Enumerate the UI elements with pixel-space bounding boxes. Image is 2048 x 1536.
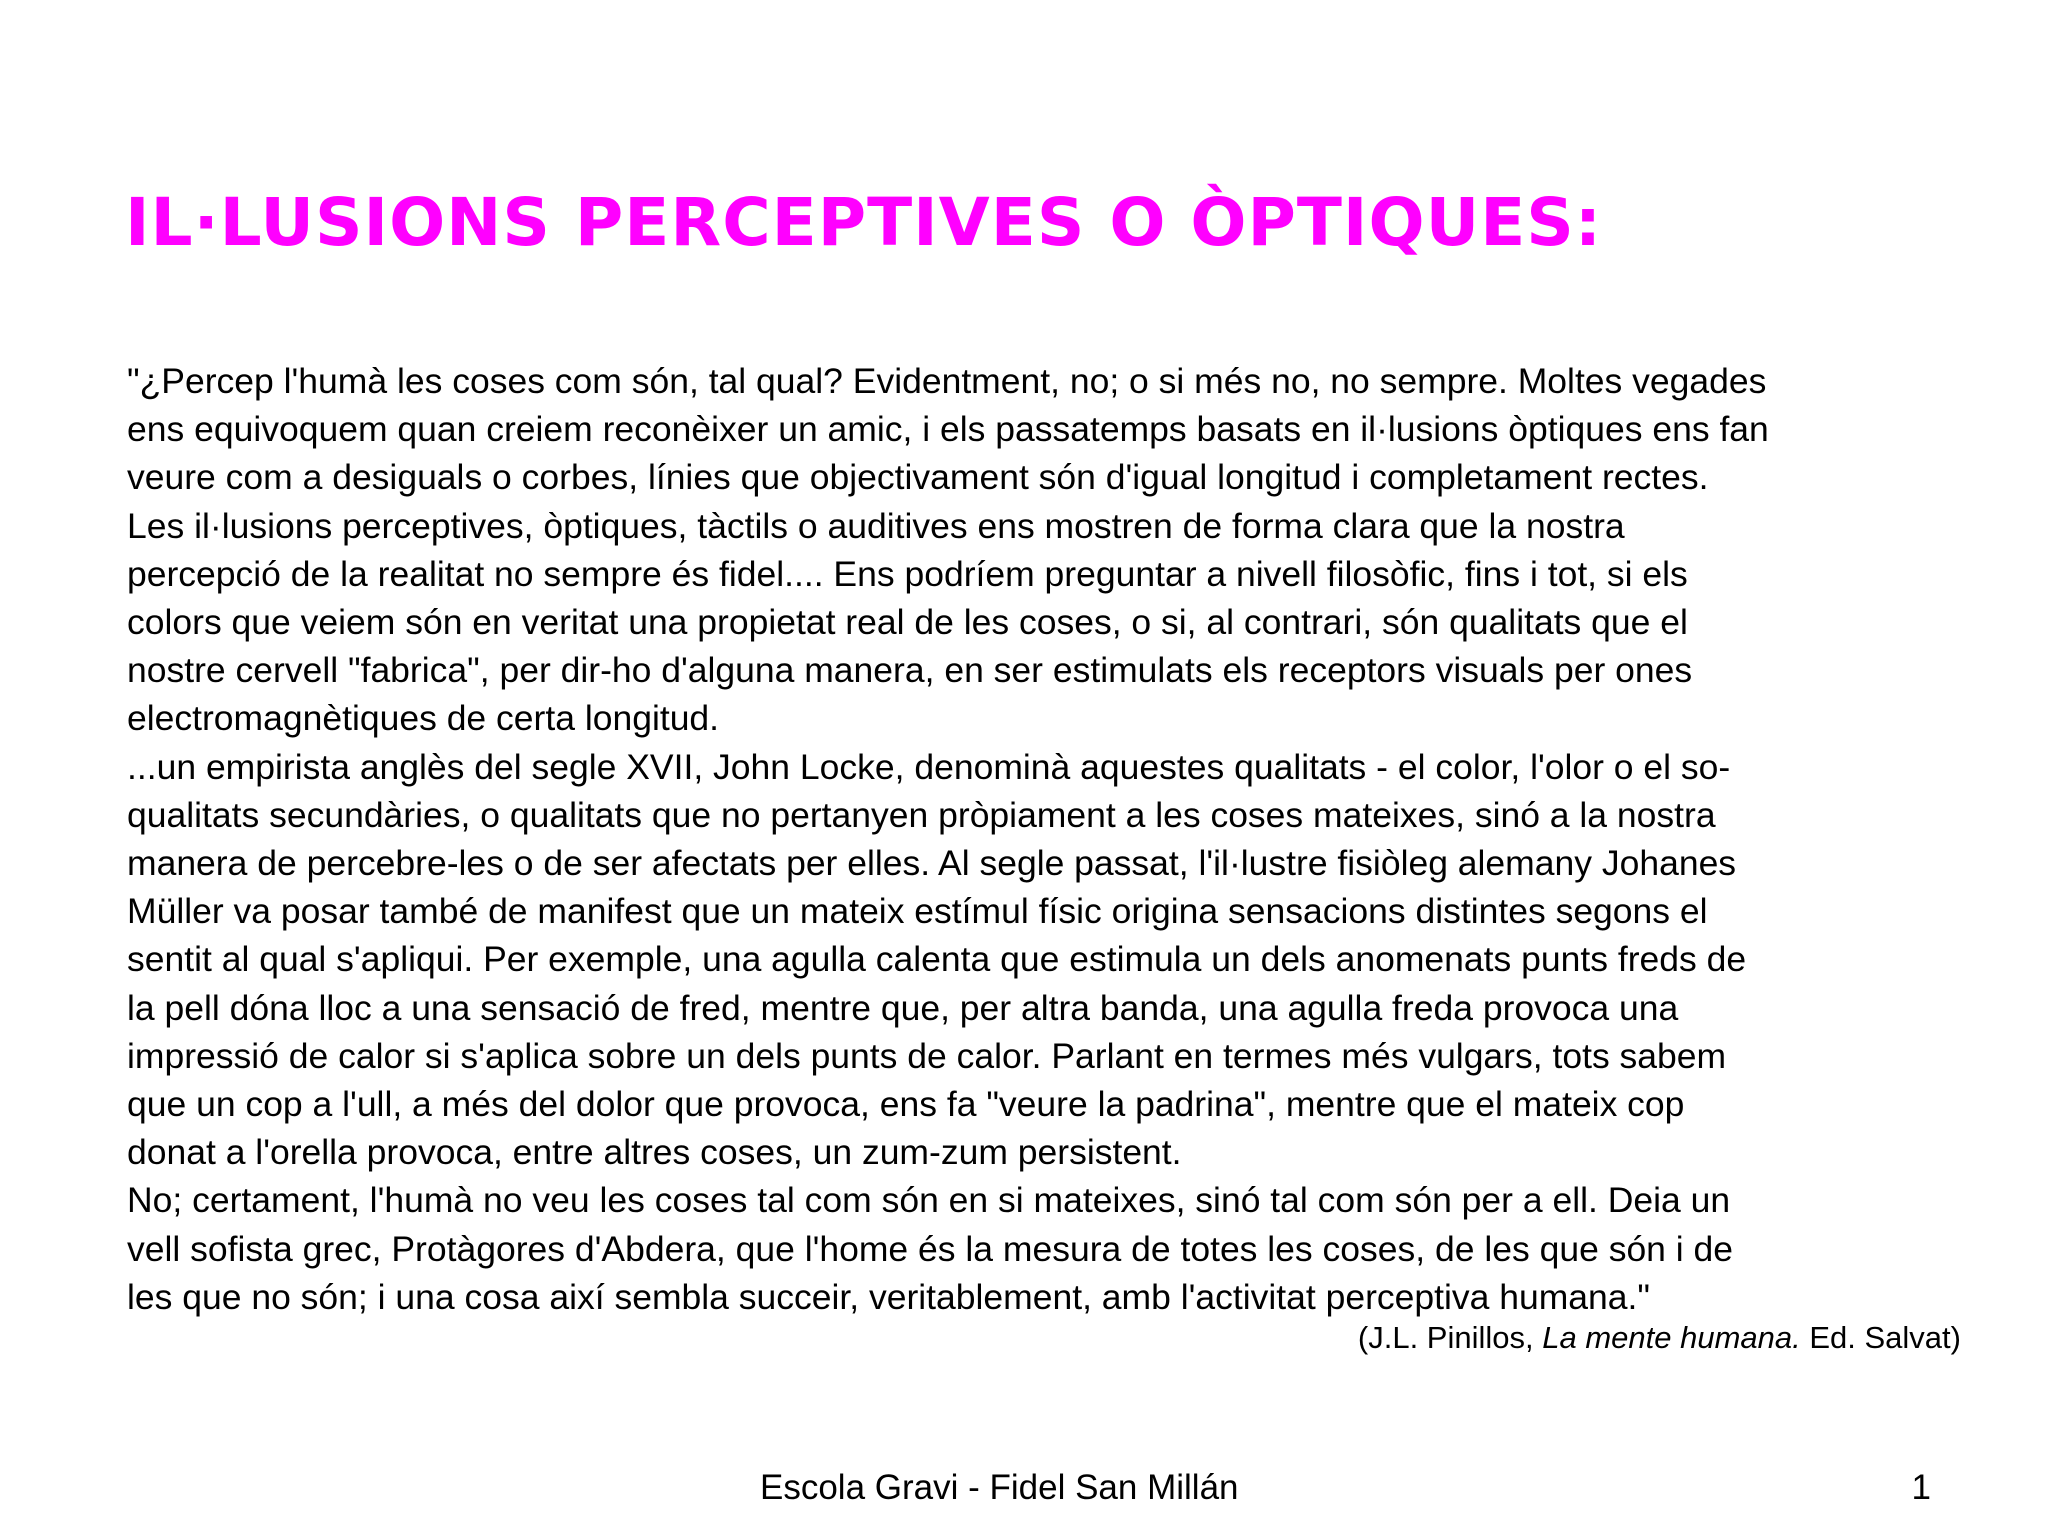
citation-publisher: Ed. Salvat) (1800, 1320, 1961, 1355)
quote-line: la pell dóna lloc a una sensació de fred, mentre que, per altra banda, una agulla freda provoca una (127, 987, 1679, 1028)
footer-text: Escola Gravi - Fidel San Millán (760, 1468, 1239, 1507)
quote-line: Les il·lusions perceptives, òptiques, tàctils o auditives ens mostren de forma clara que la nostra (127, 505, 1625, 546)
page-number: 1 (1911, 1468, 1931, 1507)
quote-line: nostre cervell "fabrica", per dir-ho d'alguna manera, en ser estimulats els receptors visuals per ones (127, 650, 1693, 691)
quote-line: donat a l'orella provoca, entre altres coses, un zum-zum persistent. (127, 1132, 1182, 1173)
quote-line: Müller va posar també de manifest que un mateix estímul físic origina sensacions distintes segons el (127, 891, 1708, 932)
quote-line: les que no són; i una cosa així sembla succeir, veritablement, amb l'activitat perceptiva humana." (127, 1276, 1650, 1317)
citation-work-title: La mente humana. (1542, 1320, 1801, 1355)
quote-line: manera de percebre-les o de ser afectats per elles. Al segle passat, l'il·lustre fisiòleg alemany Johanes (127, 843, 1737, 884)
quote-line: colors que veiem són en veritat una propietat real de les coses, o si, al contrari, són qualitats que el (127, 602, 1688, 643)
quote-line: sentit al qual s'apliqui. Per exemple, una agulla calenta que estimula un dels anomenats punts freds de (127, 939, 1747, 980)
slide-title: IL·LUSIONS PERCEPTIVES O ÒPTIQUES: (125, 184, 1603, 261)
quote-line: "¿Percep l'humà les coses com són, tal qual? Evidentment, no; o si més no, no sempre. Moltes vegades (127, 361, 1767, 401)
quote-line: que un cop a l'ull, a més del dolor que provoca, ens fa "veure la padrina", mentre que el mateix cop (127, 1084, 1685, 1125)
quote-line: percepció de la realitat no sempre és fidel.... Ens podríem preguntar a nivell filosòfic, fins i tot, si els (127, 553, 1688, 594)
citation-author: (J.L. Pinillos, (1357, 1320, 1543, 1355)
quote-line: ens equivoquem quan creiem reconèixer un amic, i els passatemps basats en il·lusions òptiques ens fan (127, 409, 1769, 450)
quote-body (127, 357, 2017, 1321)
quote-line: vell sofista grec, Protàgores d'Abdera, que l'home és la mesura de totes les coses, de les que són i de (127, 1228, 1734, 1269)
quote-line: No; certament, l'humà no veu les coses tal com són en si mateixes, sinó tal com són per a ell. Deia un (127, 1180, 1731, 1221)
quote-line: qualitats secundàries, o qualitats que no pertanyen pròpiament a les coses mateixes, sinó a la nostra (127, 794, 1716, 835)
quote-line: veure com a desiguals o corbes, línies que objectivament són d'igual longitud i completament rectes. (127, 457, 1709, 498)
quote-line: ...un empirista anglès del segle XVII, John Locke, denominà aquestes qualitats - el color, l'olor o el so- (127, 746, 1731, 787)
quote-line: electromagnètiques de certa longitud. (127, 698, 720, 739)
citation (1358, 1318, 1961, 1358)
quote-line: impressió de calor si s'aplica sobre un dels punts de calor. Parlant en termes més vulgars, tots sabem (127, 1035, 1727, 1076)
